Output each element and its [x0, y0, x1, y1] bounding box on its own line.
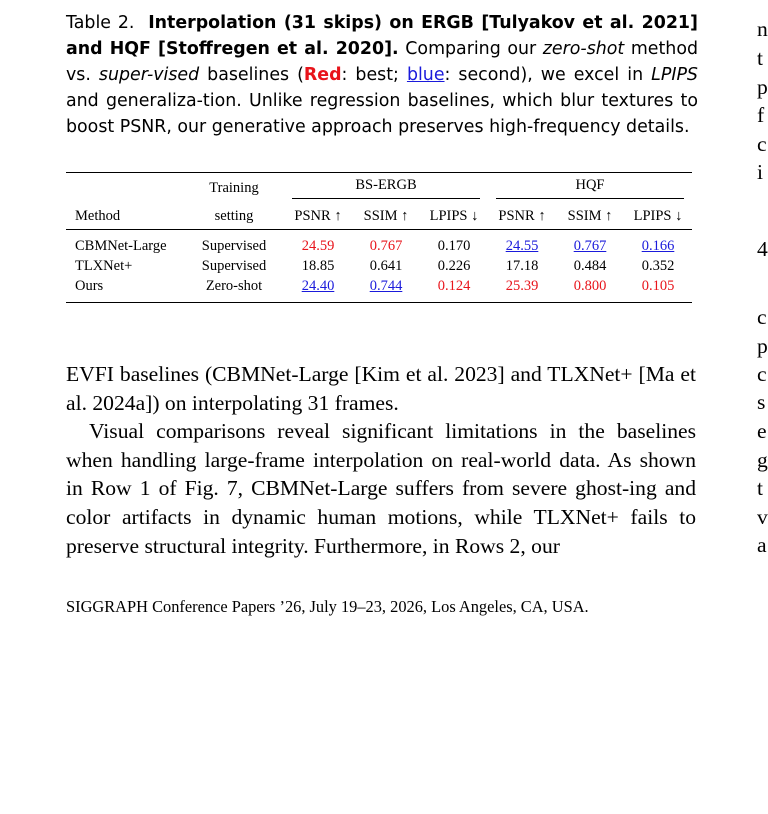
- caption-label: Table 2.: [66, 13, 135, 33]
- header-metric: SSIM ↑: [363, 207, 409, 224]
- column-glyph: v: [757, 505, 768, 529]
- setting-cell: Supervised: [201, 237, 267, 254]
- column-glyph: c: [757, 132, 767, 156]
- value-cell: 0.105: [641, 277, 675, 294]
- setting-cell: Zero-shot: [205, 277, 263, 294]
- column-glyph: n: [757, 17, 768, 41]
- column-glyph: c: [757, 305, 767, 329]
- column-glyph: p: [757, 75, 768, 99]
- page-footer: SIGGRAPH Conference Papers ’26, July 19–23, 2026, Los Angeles, CA, USA.: [66, 597, 589, 616]
- value-cell: 25.39: [505, 277, 539, 294]
- method-cell: Ours: [75, 277, 104, 294]
- method-cell: TLXNet+: [75, 257, 133, 274]
- value-cell: 0.166: [641, 237, 675, 254]
- caption-supervised: super-vised: [98, 65, 200, 85]
- value-cell: 0.800: [573, 277, 607, 294]
- header-setting: setting: [214, 207, 254, 224]
- caption-text: : best;: [341, 65, 407, 85]
- caption-red-legend: Red: [303, 65, 342, 85]
- value-cell: 0.767: [369, 237, 403, 254]
- header-metric: SSIM ↑: [567, 207, 613, 224]
- value-cell: 0.124: [437, 277, 471, 294]
- caption-zero-shot: zero-shot: [542, 39, 625, 59]
- value-cell: 0.352: [641, 257, 675, 274]
- value-cell: 24.55: [505, 237, 539, 254]
- table-row: [66, 230, 692, 257]
- setting-cell: Supervised: [201, 257, 267, 274]
- column-glyph: i: [757, 160, 763, 184]
- column-glyph: a: [757, 533, 767, 557]
- header-row-groups: [66, 173, 692, 204]
- caption-text: method vs.: [66, 39, 699, 85]
- value-cell: 0.170: [437, 237, 471, 254]
- header-training: Training: [209, 179, 259, 196]
- caption-text: and generaliza-tion. Unlike regression baselines, which blur textures to boost PSNR, our generative approach preserves high-frequency details.: [66, 91, 698, 137]
- header-metric: PSNR ↑: [294, 207, 342, 224]
- header-group-bs-ergb: BS-ERGB: [292, 177, 480, 199]
- column-glyph: 4: [757, 237, 768, 261]
- column-glyph: t: [757, 46, 763, 70]
- value-cell: 17.18: [505, 257, 539, 274]
- column-glyph: g: [757, 448, 768, 472]
- column-glyph: e: [757, 419, 767, 443]
- header-metric: LPIPS ↓: [633, 207, 683, 224]
- header-group-hqf: HQF: [496, 177, 684, 199]
- column-glyph: p: [757, 334, 768, 358]
- paragraph: EVFI baselines (CBMNet-Large [Kim et al. 2023] and TLXNet+ [Ma et al. 2024a]) on interpolating 31 frames.: [66, 362, 696, 415]
- caption-lpips: LPIPS: [651, 65, 698, 85]
- column-glyph: t: [757, 476, 763, 500]
- header-row-metrics: [66, 203, 692, 230]
- value-cell: 0.767: [573, 237, 607, 254]
- header-metric: PSNR ↑: [498, 207, 546, 224]
- column-glyph: c: [757, 362, 767, 386]
- table-caption: [66, 10, 698, 140]
- caption-text: Comparing our: [398, 39, 543, 59]
- caption-title: Interpolation (31 skips) on ERGB [Tulyakov et al. 2021] and HQF [Stoffregen et al. 2020].: [66, 13, 698, 59]
- value-cell: 0.226: [437, 257, 471, 274]
- value-cell: 24.40: [301, 277, 335, 294]
- right-column-fragment: [757, 0, 768, 814]
- column-glyph: f: [757, 103, 765, 127]
- table-row: [66, 256, 692, 276]
- table-row: [66, 276, 692, 303]
- caption-text: baselines (: [199, 65, 304, 85]
- caption-text: : second), we excel in: [444, 65, 652, 85]
- header-method: Method: [75, 207, 121, 224]
- value-cell: 0.641: [369, 257, 403, 274]
- caption-blue-legend: blue: [406, 65, 445, 85]
- column-glyph: s: [757, 390, 766, 414]
- value-cell: 0.744: [369, 277, 403, 294]
- method-cell: CBMNet-Large: [75, 237, 167, 254]
- header-metric: LPIPS ↓: [429, 207, 479, 224]
- value-cell: 18.85: [301, 257, 335, 274]
- paragraph: Visual comparisons reveal significant limitations in the baselines when handling large-frame interpolation on real-world data. As shown in Row 1 of Fig. 7, CBMNet-Large suffers from severe ghost-ing and color artifacts in dynamic human motions, while TLXNet+ fails to preserve structural integrity. Furthermore, in Rows 2, our: [66, 419, 696, 558]
- body-text: [66, 360, 696, 560]
- value-cell: 24.59: [301, 237, 335, 254]
- value-cell: 0.484: [573, 257, 607, 274]
- results-table: [66, 172, 692, 303]
